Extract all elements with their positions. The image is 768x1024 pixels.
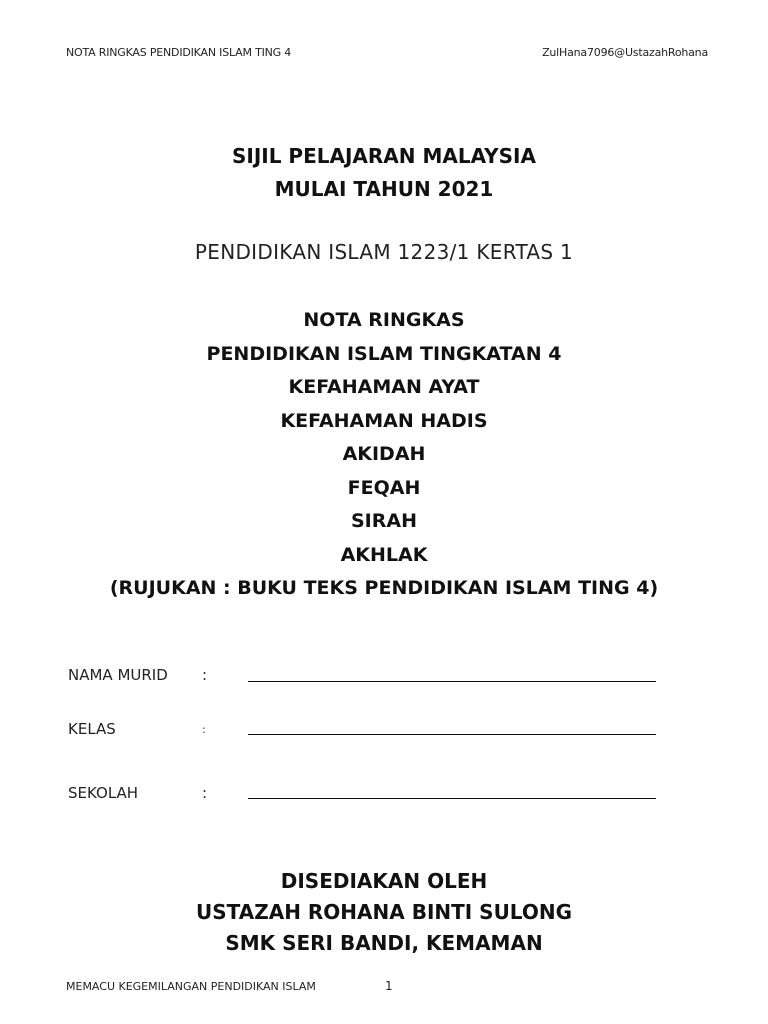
topic-item: KEFAHAMAN HADIS [280, 409, 488, 432]
class-field [68, 720, 668, 750]
topic-item: NOTA RINGKAS [303, 309, 465, 331]
field-colon: : [202, 723, 206, 736]
topic-item: SIRAH [351, 510, 417, 532]
topic-list [0, 304, 768, 606]
exam-title-line-2: MULAI TAHUN 2021 [274, 177, 494, 201]
class-write-line[interactable] [248, 734, 656, 735]
exam-title [0, 140, 768, 206]
class-label: KELAS [68, 720, 116, 738]
exam-title-line-1: SIJIL PELAJARAN MALAYSIA [232, 144, 536, 168]
topic-item: AKIDAH [342, 443, 426, 465]
topic-item: FEQAH [347, 476, 421, 499]
header-right-text: ZulHana7096@UstazahRohana [542, 46, 708, 59]
author-name: USTAZAH ROHANA BINTI SULONG [196, 900, 572, 924]
prepared-by-block [0, 866, 768, 959]
field-colon: : [202, 784, 208, 802]
student-name-label: NAMA MURID [68, 666, 168, 684]
school-field [68, 784, 668, 814]
header-left-text: NOTA RINGKAS PENDIDIKAN ISLAM TING 4 [66, 46, 292, 59]
page-number: 1 [385, 979, 393, 993]
school-write-line[interactable] [248, 798, 656, 799]
topic-item: AKHLAK [340, 543, 428, 566]
paper-code: PENDIDIKAN ISLAM 1223/1 KERTAS 1 [194, 240, 574, 264]
topic-reference: (RUJUKAN : BUKU TEKS PENDIDIKAN ISLAM TING 4) [109, 577, 659, 599]
topic-item: KEFAHAMAN AYAT [288, 376, 480, 398]
topic-item: PENDIDIKAN ISLAM TINGKATAN 4 [206, 342, 562, 365]
field-colon: : [202, 666, 208, 684]
student-name-write-line[interactable] [248, 681, 656, 682]
footer-slogan: MEMACU KEGEMILANGAN PENDIDIKAN ISLAM [66, 980, 316, 993]
school-name: SMK SERI BANDI, KEMAMAN [225, 931, 543, 955]
school-label: SEKOLAH [68, 784, 139, 802]
prepared-by-heading: DISEDIAKAN OLEH [280, 869, 488, 893]
student-name-field [68, 666, 668, 696]
